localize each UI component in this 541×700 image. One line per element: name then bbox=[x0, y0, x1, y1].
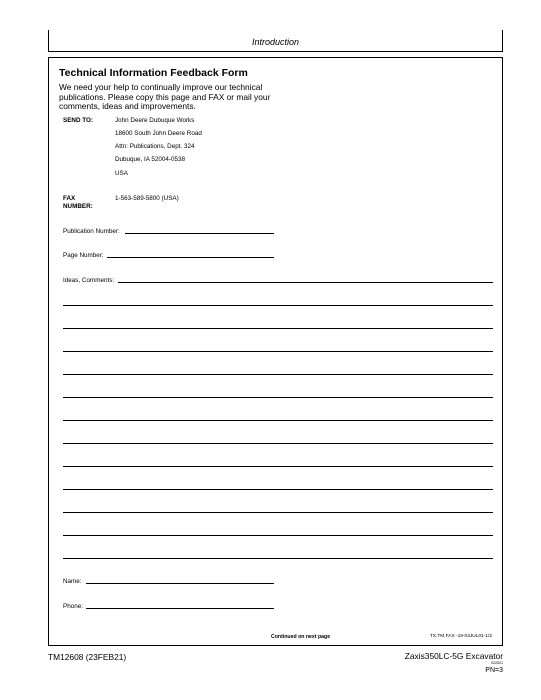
comment-line[interactable] bbox=[63, 328, 493, 329]
form-title: Technical Information Feedback Form bbox=[59, 67, 248, 79]
page-number-label: Page Number: bbox=[63, 252, 104, 259]
machine-model: Zaxis350LC-5G Excavator bbox=[404, 651, 503, 661]
phone-field[interactable] bbox=[86, 608, 274, 609]
fax-label: FAX bbox=[63, 195, 76, 202]
comment-line[interactable] bbox=[63, 443, 493, 444]
send-to-label: SEND TO: bbox=[63, 117, 93, 124]
address-line: John Deere Dubuque Works bbox=[115, 117, 195, 124]
comment-line[interactable] bbox=[63, 512, 493, 513]
comment-line[interactable] bbox=[63, 558, 493, 559]
footer-date-code: 022521 bbox=[491, 661, 503, 665]
ideas-comments-field[interactable] bbox=[118, 282, 493, 283]
manual-number: TM12608 (23FEB21) bbox=[48, 652, 127, 662]
page-number-field[interactable] bbox=[107, 257, 274, 258]
comment-line[interactable] bbox=[63, 420, 493, 421]
page-header-frame bbox=[48, 30, 503, 52]
comment-line[interactable] bbox=[63, 351, 493, 352]
comment-line[interactable] bbox=[63, 305, 493, 306]
publication-number-field[interactable] bbox=[125, 233, 274, 234]
comment-line[interactable] bbox=[63, 535, 493, 536]
name-label: Name: bbox=[63, 578, 82, 585]
section-title: Introduction bbox=[251, 37, 300, 47]
comment-line[interactable] bbox=[63, 374, 493, 375]
fax-number: 1-563-589-5800 (USA) bbox=[115, 195, 179, 202]
comment-line[interactable] bbox=[63, 466, 493, 467]
ideas-comments-label: Ideas, Comments: bbox=[63, 277, 115, 284]
feedback-form bbox=[48, 57, 503, 646]
name-field[interactable] bbox=[86, 583, 274, 584]
phone-label: Phone: bbox=[63, 603, 83, 610]
page-number: PN=3 bbox=[485, 667, 503, 674]
comment-line[interactable] bbox=[63, 489, 493, 490]
publication-number-label: Publication Number: bbox=[63, 228, 120, 235]
address-line: Attn: Publications, Dept. 324 bbox=[115, 143, 195, 150]
address-line: 18600 South John Deere Road bbox=[115, 130, 202, 137]
address-line: USA bbox=[115, 170, 128, 177]
comment-line[interactable] bbox=[63, 397, 493, 398]
address-line: Dubuque, IA 52004-0538 bbox=[115, 156, 186, 163]
form-intro: We need your help to continually improve our technical publications. Please copy this page and FAX or mail your comments, ideas and improvements. bbox=[59, 82, 271, 112]
document-code: TX,TM,FAX -19-03JUL01-1/2 bbox=[429, 634, 492, 639]
continued-note: Continued on next page bbox=[271, 634, 331, 640]
fax-label: NUMBER: bbox=[63, 203, 93, 210]
